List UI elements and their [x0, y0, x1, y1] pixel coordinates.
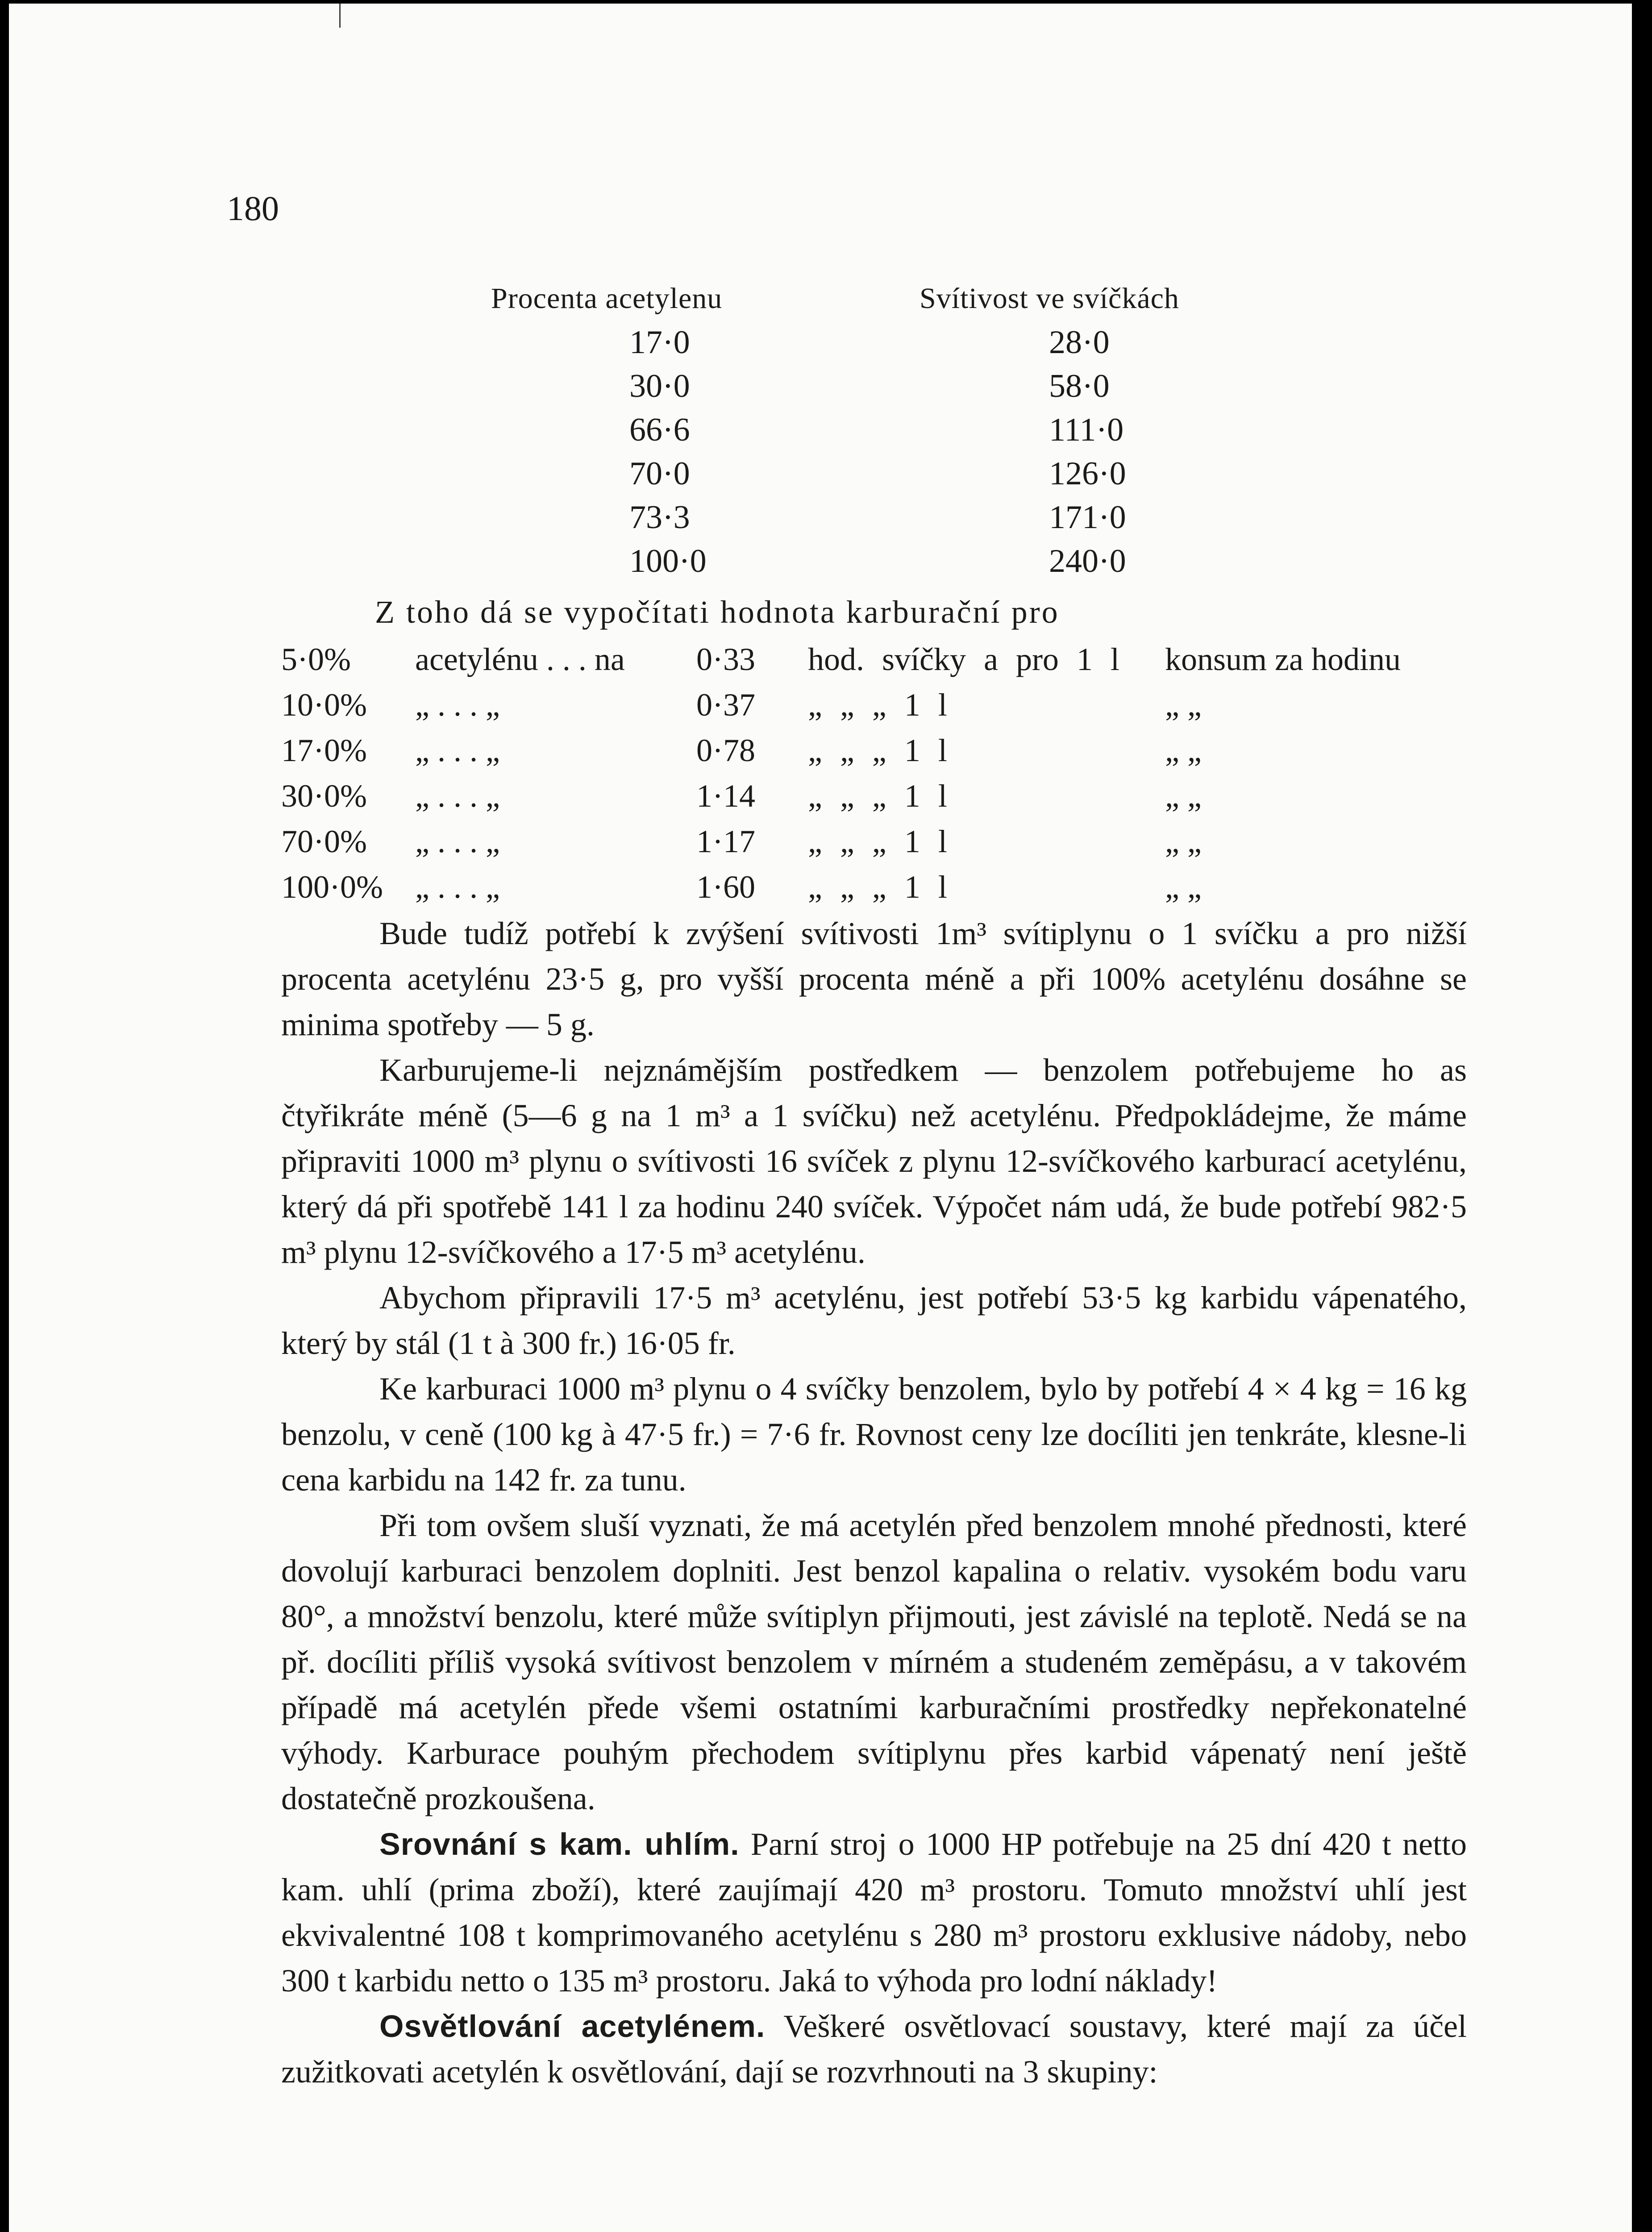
carb-percent: 17·0%: [281, 733, 367, 768]
carb-tail: „ „: [1165, 733, 1202, 768]
cell-percent: 70·0: [629, 455, 690, 492]
body-text: [281, 911, 1467, 2095]
paragraph: Karburujeme-li nejznámějším postředkem — benzolem potřebujeme ho as čtyřikráte méně (5—6 g na 1 m³ a 1 svíčku) než acetylénu. Předpokládejme, že máme připraviti 1000 m³ plynu o svítivosti 16 svíček z plynu 12-svíčkového karburací acetylénu, který dá při spotřebě 141 l za hodinu 240 svíček. Výpočet nám udá, že bude potřebí 982·5 m³ plynu 12-svíčkového a 17·5 m³ acetylénu.: [281, 1052, 1467, 1270]
carb-unit: „ „ „ 1 l: [808, 778, 947, 814]
carb-unit: „ „ „ 1 l: [808, 869, 947, 905]
paragraph-text: Parní stroj o 1000 HP potřebuje na 25 dní 420 t netto kam. uhlí (prima zboží), které zaujímají 420 m³ prostoru. Tomuto množství uhlí jest ekvivalentné 108 t komprimovaného acetylénu s 280 m³ prostoru exklusive nádoby, nebo 300 t karbidu netto o 135 m³ prostoru. Jaká to výhoda pro lodní náklady!: [281, 1826, 1467, 1999]
carb-unit: „ „ „ 1 l: [808, 687, 947, 723]
carb-percent: 30·0%: [281, 778, 367, 814]
carb-label: „ . . . „: [415, 687, 500, 723]
cell-candles: 111·0: [1049, 411, 1124, 448]
cell-percent: 100·0: [629, 542, 707, 579]
page-number: 180: [227, 189, 279, 228]
header-acetylene-percent: Procenta acetylenu: [491, 282, 723, 315]
cell-percent: 30·0: [629, 367, 690, 404]
cell-candles: 126·0: [1049, 455, 1126, 492]
section-heading: Srovnání s kam. uhlím.: [379, 1827, 740, 1861]
carb-unit: „ „ „ 1 l: [808, 733, 947, 768]
carb-tail: „ „: [1165, 778, 1202, 814]
carb-label: „ . . . „: [415, 869, 500, 905]
carb-value: 0·78: [696, 733, 755, 768]
table-row: [491, 452, 1277, 496]
carb-percent: 70·0%: [281, 824, 367, 859]
carb-value: 1·14: [696, 778, 755, 814]
section-heading: Osvětlování acetylénem.: [379, 2009, 766, 2044]
paragraph-text: Veškeré osvětlovací soustavy, které mají za účel zužitkovati acetylén k osvětlování, dají se rozvrhnouti na 3 skupiny:: [281, 2008, 1467, 2090]
carburation-list: [281, 637, 1467, 911]
list-item: [281, 729, 1467, 774]
carb-percent: 100·0%: [281, 869, 383, 905]
list-item: [281, 820, 1467, 865]
carb-unit: „ „ „ 1 l: [808, 824, 947, 859]
table-row: [491, 539, 1277, 583]
table-row: [491, 364, 1277, 408]
list-item: [281, 865, 1467, 911]
cell-candles: 240·0: [1049, 542, 1126, 579]
table-row: [491, 408, 1277, 452]
cell-percent: 66·6: [629, 411, 690, 448]
paragraph: Při tom ovšem sluší vyznati, že má acetylén před benzolem mnohé přednosti, které dovolují karburaci benzolem doplniti. Jest benzol kapalina o relativ. vysokém bodu varu 80°, a množství benzolu, které může svítiplyn přijmouti, jest závislé na teplotě. Nedá se na př. docíliti příliš vysoká svítivost benzolem v mírném a studeném zeměpásu, a v takovém případě má acetylén přede všemi ostatními karburačními prostředky nepřekonatelné výhody. Karburace pouhým přechodem svítiplynu přes karbid vápenatý není ještě dostatečně prozkoušena.: [281, 1507, 1467, 1816]
paragraph: Bude tudíž potřebí k zvýšení svítivosti 1m³ svítiplynu o 1 svíčku a pro nižší procenta acetylénu 23·5 g, pro vyšší procenta méně a při 100% acetylénu dosáhne se minima spotřeby — 5 g.: [281, 916, 1467, 1042]
carb-value: 0·33: [696, 641, 755, 677]
paragraph: Ke karburaci 1000 m³ plynu o 4 svíčky benzolem, bylo by potřebí 4 × 4 kg = 16 kg benzolu, v ceně (100 kg à 47·5 fr.) = 7·6 fr. Rovnost ceny lze docíliti jen tenkráte, klesne-li cena karbidu na 142 fr. za tunu.: [281, 1371, 1467, 1498]
intro-line: Z toho dá se vypočítati hodnota karburační pro: [375, 594, 1060, 630]
cell-candles: 28·0: [1049, 324, 1110, 361]
luminosity-table: [491, 277, 1277, 583]
table-header: [491, 277, 1277, 321]
scan-edge-mark: [339, 4, 341, 28]
cell-candles: 58·0: [1049, 367, 1110, 404]
carb-label: „ . . . „: [415, 824, 500, 859]
carb-tail: „ „: [1165, 869, 1202, 905]
cell-percent: 17·0: [629, 324, 690, 361]
cell-candles: 171·0: [1049, 499, 1126, 536]
carb-tail: „ „: [1165, 824, 1202, 859]
list-item: [281, 774, 1467, 820]
carb-label: „ . . . „: [415, 778, 500, 814]
list-item: [281, 637, 1467, 683]
paragraph: [281, 1821, 1467, 2003]
paragraph: Abychom připravili 17·5 m³ acetylénu, jest potřebí 53·5 kg karbidu vápenatého, který by stál (1 t à 300 fr.) 16·05 fr.: [281, 1280, 1467, 1361]
list-item: [281, 683, 1467, 729]
carb-value: 0·37: [696, 687, 755, 723]
carb-value: 1·60: [696, 869, 755, 905]
carb-tail: „ „: [1165, 687, 1202, 723]
carb-percent: 5·0%: [281, 641, 351, 677]
paragraph: [281, 2003, 1467, 2095]
carb-tail: konsum za hodinu: [1165, 641, 1401, 677]
carb-value: 1·17: [696, 824, 755, 859]
carb-unit: hod. svíčky a pro 1 l: [808, 641, 1119, 677]
header-candle-power: Svítivost ve svíčkách: [920, 282, 1179, 315]
cell-percent: 73·3: [629, 499, 690, 536]
table-row: [491, 321, 1277, 364]
carb-label: acetylénu . . . na: [415, 641, 625, 677]
table-row: [491, 496, 1277, 539]
carb-percent: 10·0%: [281, 687, 367, 723]
carb-label: „ . . . „: [415, 733, 500, 768]
book-page: [9, 4, 1632, 2232]
